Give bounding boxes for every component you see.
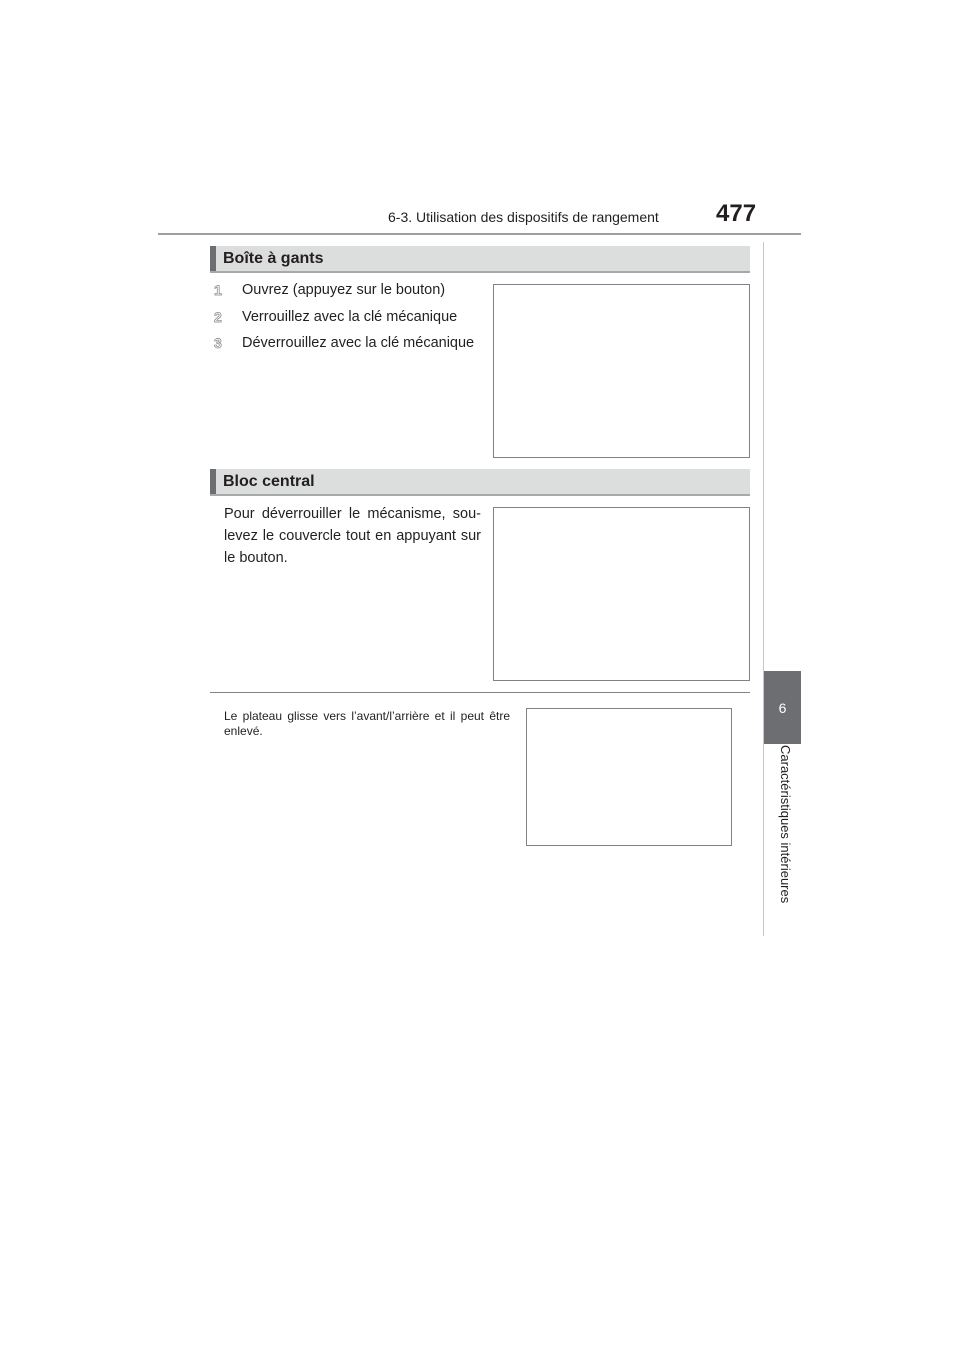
header-rule <box>158 233 801 235</box>
list-item: Verrouillez avec la clé mécanique <box>242 309 458 325</box>
note-text: Le plateau glisse vers l’avant/l’arrière et il peut être enlevé. <box>224 709 510 738</box>
chapter-tab <box>764 671 801 744</box>
list-item: Ouvrez (appuyez sur le bouton) <box>242 282 446 298</box>
chapter-title: Caractéristiques intérieures <box>778 745 793 904</box>
glove-box-illustration <box>493 284 750 458</box>
chapter-tab-line <box>763 242 764 936</box>
item-number: 3 <box>214 335 222 351</box>
item-number: 2 <box>214 309 222 325</box>
section-title: Bloc central <box>223 473 315 490</box>
section-header-glove-box <box>210 246 750 273</box>
section-header-center-console <box>210 469 750 496</box>
item-number: 1 <box>214 282 222 298</box>
section-title: Boîte à gants <box>223 250 324 267</box>
list-item: Déverrouillez avec la clé mécanique <box>242 335 475 351</box>
note-rule <box>210 692 750 693</box>
running-header-title: 6-3. Utilisation des dispositifs de rangement <box>388 209 659 225</box>
chapter-number: 6 <box>778 699 787 716</box>
page-number: 477 <box>716 200 757 227</box>
center-console-illustration <box>493 507 750 681</box>
tray-illustration <box>526 708 732 846</box>
center-console-text: Pour déverrouiller le mécanisme, sou-levez le couvercle tout en appuyant sur le bouton. <box>224 506 481 566</box>
